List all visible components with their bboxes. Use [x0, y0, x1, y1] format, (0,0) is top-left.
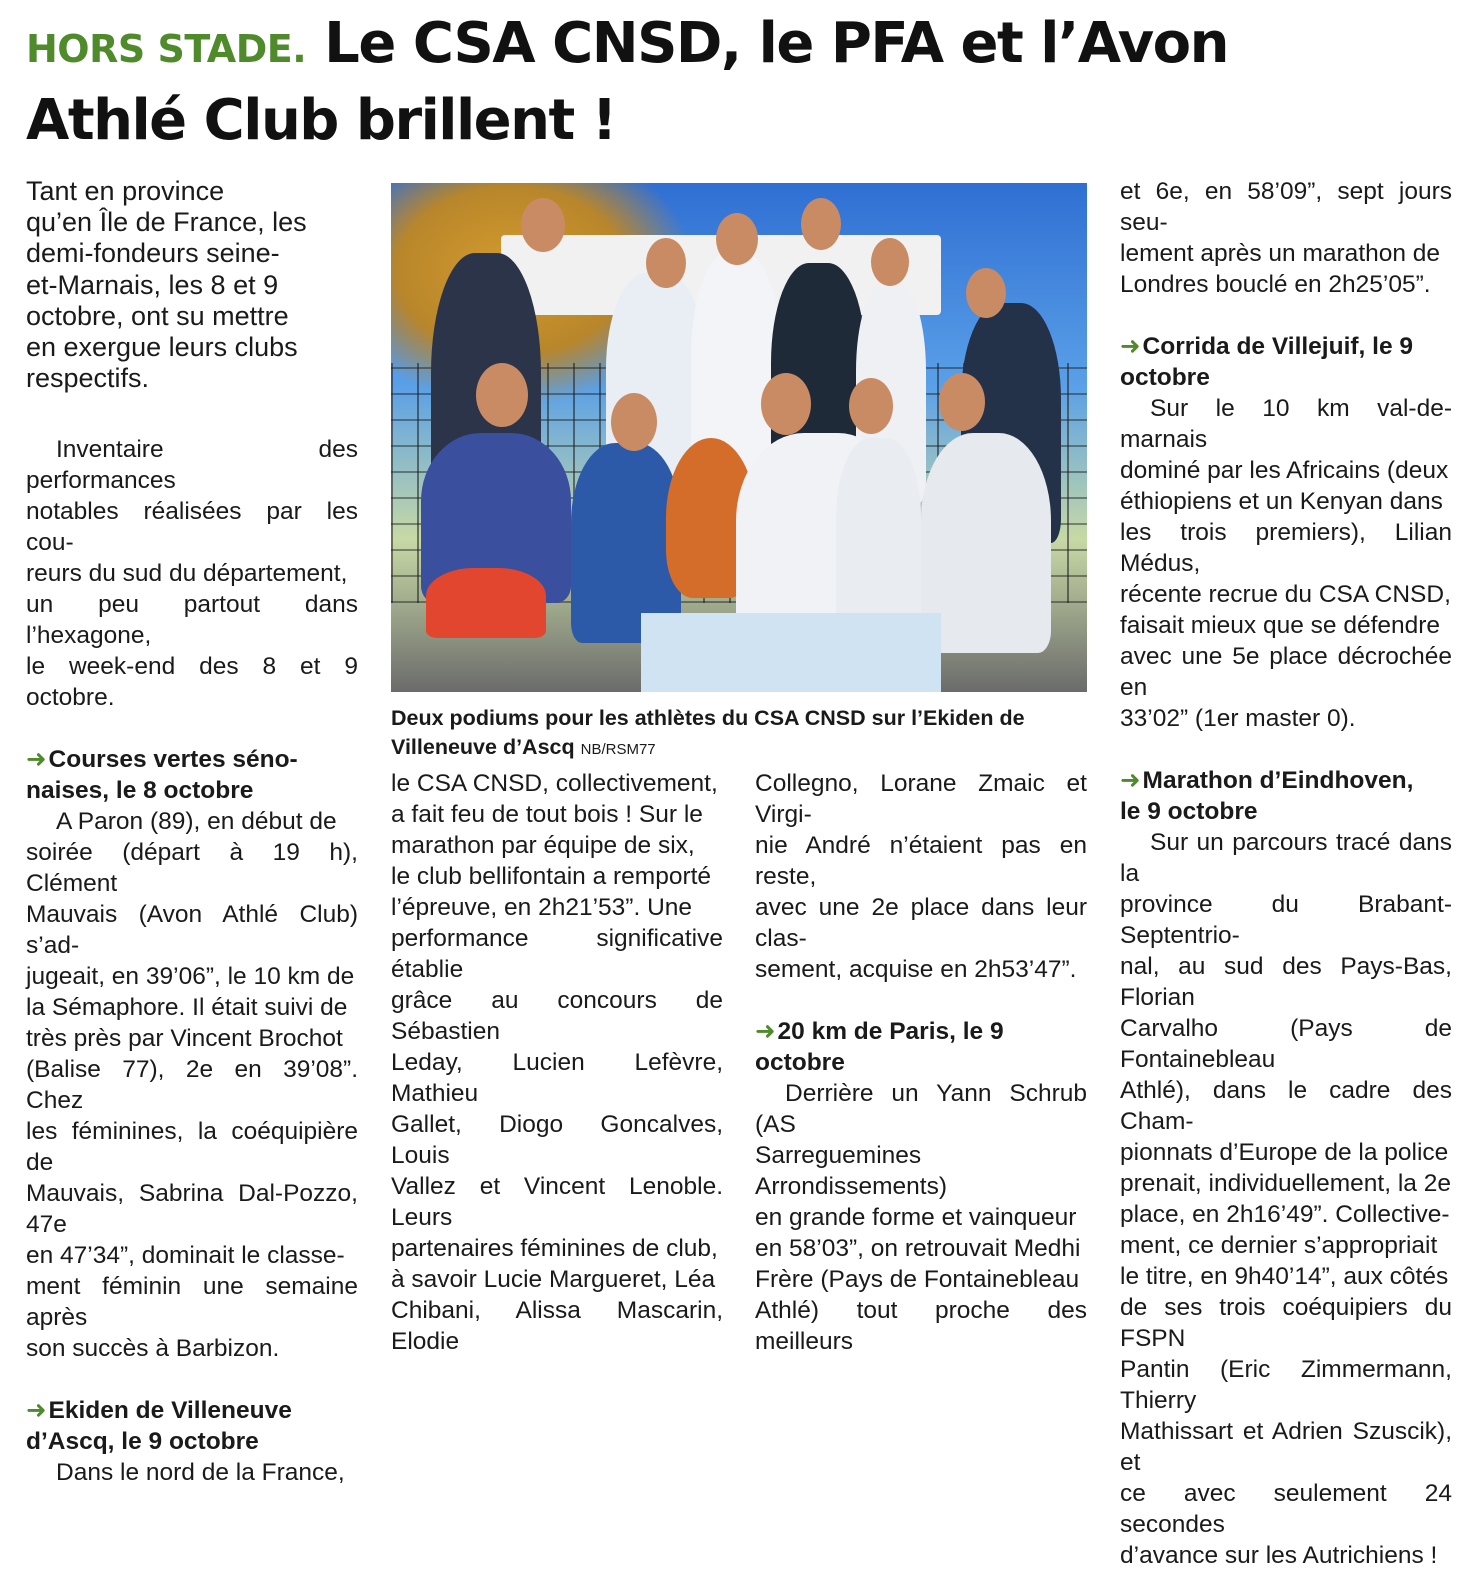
text-line: éthiopiens et un Kenyan dans	[1120, 488, 1443, 515]
text-line: en 47’34”, dominait le classe-	[26, 1242, 345, 1270]
section-ekiden	[26, 1395, 358, 1488]
text-line: Vallez et Vincent Lenoble. Leurs	[391, 1173, 723, 1231]
text-line: en 58’03”, on retrouvait Medhi	[755, 1235, 1081, 1262]
text-line: marathon par équipe de six,	[391, 832, 695, 859]
lede-line: respectifs.	[26, 363, 150, 394]
text-line: Sur un parcours tracé dans la	[1120, 829, 1452, 887]
text-line: dominé par les Africains (deux	[1120, 457, 1449, 484]
athlete-head	[761, 373, 811, 435]
arrow-icon: ➜	[26, 1397, 47, 1425]
text-line: Mathissart et Adrien Szuscik), et	[1120, 1418, 1452, 1476]
lede-line: qu’en Île de France, les	[26, 207, 307, 238]
text-line: Sarreguemines Arrondissements)	[755, 1142, 947, 1200]
athlete-shorts	[426, 568, 546, 638]
text-line: prenait, individuellement, la 2e	[1120, 1170, 1451, 1197]
text-line: le CSA CNSD, collectivement,	[391, 770, 718, 797]
headline-line-1	[26, 8, 1446, 85]
lede-line: Tant en province	[26, 176, 225, 206]
text-line: Gallet, Diogo Goncalves, Louis	[391, 1111, 723, 1169]
text-line: pionnats d’Europe de la police	[1120, 1139, 1449, 1166]
text-line: faisait mieux que se défendre	[1120, 612, 1441, 639]
kicker: HORS STADE.	[26, 27, 307, 71]
text-line: Chibani, Alissa Mascarin, Elodie	[391, 1297, 723, 1355]
athlete-head	[849, 378, 893, 434]
text-line: avec une 2e place dans leur clas-	[755, 894, 1087, 952]
section-title: naises, le 8 octobre	[26, 777, 254, 805]
text-line: son succès à Barbizon.	[26, 1335, 280, 1363]
athlete-head	[476, 363, 528, 427]
text-line: Derrière un Yann Schrub (AS	[755, 1080, 1087, 1138]
text-line: soirée (départ à 19 h), Clément	[26, 839, 358, 898]
arrow-icon: ➜	[755, 1018, 776, 1045]
text-line: et 6e, en 58’09”, sept jours seu-	[1120, 178, 1452, 236]
text-line: ment féminin une semaine après	[26, 1273, 358, 1332]
athlete-head	[646, 238, 686, 288]
section-title: ➜Corrida de Villejuif, le 9	[1120, 333, 1414, 360]
text-line: très près par Vincent Brochot	[26, 1025, 343, 1053]
text-line: les féminines, la coéquipière de	[26, 1118, 358, 1177]
text-line: Mauvais, Sabrina Dal-Pozzo, 47e	[26, 1180, 358, 1239]
text-line: place, en 2h16’49”. Collective-	[1120, 1201, 1450, 1228]
text-line: de ses trois coéquipiers du FSPN	[1120, 1294, 1452, 1352]
lede-line: en exergue leurs clubs	[26, 332, 298, 363]
text-line: nie André n’étaient pas en reste,	[755, 832, 1087, 890]
column-3	[755, 768, 1087, 1357]
text-line: l’épreuve, en 2h21’53”. Une	[391, 894, 693, 921]
section-title: ➜Marathon d’Eindhoven,	[1120, 767, 1414, 794]
text-line: à savoir Lucie Margueret, Léa	[391, 1266, 716, 1293]
text-line: 33’02” (1er master 0).	[1120, 705, 1356, 732]
text-line: Leday, Lucien Lefèvre, Mathieu	[391, 1049, 723, 1107]
text-line: Inventaire des performances	[26, 436, 358, 495]
text-line: lement après un marathon de	[1120, 240, 1441, 267]
section-title: ➜Ekiden de Villeneuve	[26, 1397, 292, 1425]
headline-title-1: Le CSA CNSD, le PFA et l’Avon	[324, 11, 1228, 76]
lede-line: et-Marnais, les 8 et 9	[26, 269, 279, 300]
lede-line: demi-fondeurs seine-	[26, 238, 280, 269]
column-2	[391, 768, 723, 1357]
text-line: province du Brabant-Septentrio-	[1120, 891, 1452, 949]
section-title: d’Ascq, le 9 octobre	[26, 1428, 259, 1456]
text-line: la Sémaphore. Il était suivi de	[26, 994, 348, 1022]
section-title: ➜20 km de Paris, le 9	[755, 1018, 1004, 1045]
text-line: jugeait, en 39’06”, le 10 km de	[26, 963, 355, 991]
athletes-photo	[391, 183, 1087, 692]
text-line: récente recrue du CSA CNSD,	[1120, 581, 1451, 608]
athlete-head	[716, 213, 758, 265]
text-line: les trois premiers), Lilian Médus,	[1120, 519, 1452, 577]
athlete-head	[801, 198, 841, 250]
column-4	[1120, 176, 1452, 1571]
text-line: performance significative établie	[391, 925, 723, 983]
text-line: Athlé) tout proche des meilleurs	[755, 1297, 1087, 1355]
arrow-icon: ➜	[1120, 333, 1141, 360]
text-line: Frère (Pays de Fontainebleau	[755, 1266, 1080, 1293]
text-line: ce avec seulement 24 secondes	[1120, 1480, 1452, 1538]
text-line: le week-end des 8 et 9 octobre.	[26, 653, 358, 712]
headline-title-2: Athlé Club brillent !	[26, 88, 616, 153]
text-line: en grande forme et vainqueur	[755, 1204, 1077, 1231]
section-title: octobre	[755, 1049, 845, 1076]
text-line: d’avance sur les Autrichiens !	[1120, 1542, 1438, 1569]
athlete-head	[966, 268, 1006, 318]
text-line: notables réalisées par les cou-	[26, 498, 358, 557]
text-line: le titre, en 9h40’14”, aux côtés	[1120, 1263, 1449, 1290]
athlete-figure	[836, 438, 921, 638]
text-line: le club bellifontain a remporté	[391, 863, 712, 890]
photo-caption	[391, 704, 1091, 764]
text-line: sement, acquise en 2h53’47”.	[755, 956, 1077, 983]
text-line: Dans le nord de la France,	[56, 1459, 345, 1487]
text-line: A Paron (89), en début de	[56, 808, 337, 836]
text-line: nal, au sud des Pays-Bas, Florian	[1120, 953, 1452, 1011]
photo-credit: NB/RSM77	[580, 741, 656, 758]
section-courses-vertes	[26, 744, 358, 1364]
text-line: un peu partout dans l’hexagone,	[26, 591, 358, 650]
athlete-head	[939, 373, 985, 431]
lede-line: octobre, ont su mettre	[26, 300, 289, 331]
podium	[641, 613, 941, 692]
text-line: grâce au concours de Sébastien	[391, 987, 723, 1045]
column-1	[26, 176, 358, 1488]
text-line: ment, ce dernier s’appropriait	[1120, 1232, 1438, 1259]
lede	[26, 176, 358, 394]
text-line: partenaires féminines de club,	[391, 1235, 718, 1262]
athlete-head	[521, 198, 565, 252]
intro-paragraph	[26, 434, 358, 713]
text-line: Collegno, Lorane Zmaic et Virgi-	[755, 770, 1087, 828]
text-line: Carvalho (Pays de Fontainebleau	[1120, 1015, 1452, 1073]
text-line: (Balise 77), 2e en 39’08”. Chez	[26, 1056, 358, 1115]
caption-text: Deux podiums pour les athlètes du CSA CNSD sur l’Ekiden de Villeneuve d’Ascq	[391, 706, 1025, 759]
text-line: Pantin (Eric Zimmermann, Thierry	[1120, 1356, 1452, 1414]
section-title: ➜Courses vertes séno-	[26, 746, 298, 774]
text-line: Mauvais (Avon Athlé Club) s’ad-	[26, 901, 358, 960]
athlete-head	[611, 393, 657, 451]
section-title: le 9 octobre	[1120, 798, 1258, 825]
arrow-icon: ➜	[1120, 767, 1141, 794]
text-line: reurs du sud du département,	[26, 560, 348, 588]
athlete-head	[871, 238, 909, 286]
text-line: a fait feu de tout bois ! Sur le	[391, 801, 703, 828]
text-line: Londres bouclé en 2h25’05”.	[1120, 271, 1431, 298]
arrow-icon: ➜	[26, 746, 47, 774]
text-line: Sur le 10 km val-de-marnais	[1120, 395, 1452, 453]
text-line: Athlé), dans le cadre des Cham-	[1120, 1077, 1452, 1135]
text-line: avec une 5e place décrochée en	[1120, 643, 1452, 701]
headline	[26, 8, 1446, 157]
section-title: octobre	[1120, 364, 1210, 391]
